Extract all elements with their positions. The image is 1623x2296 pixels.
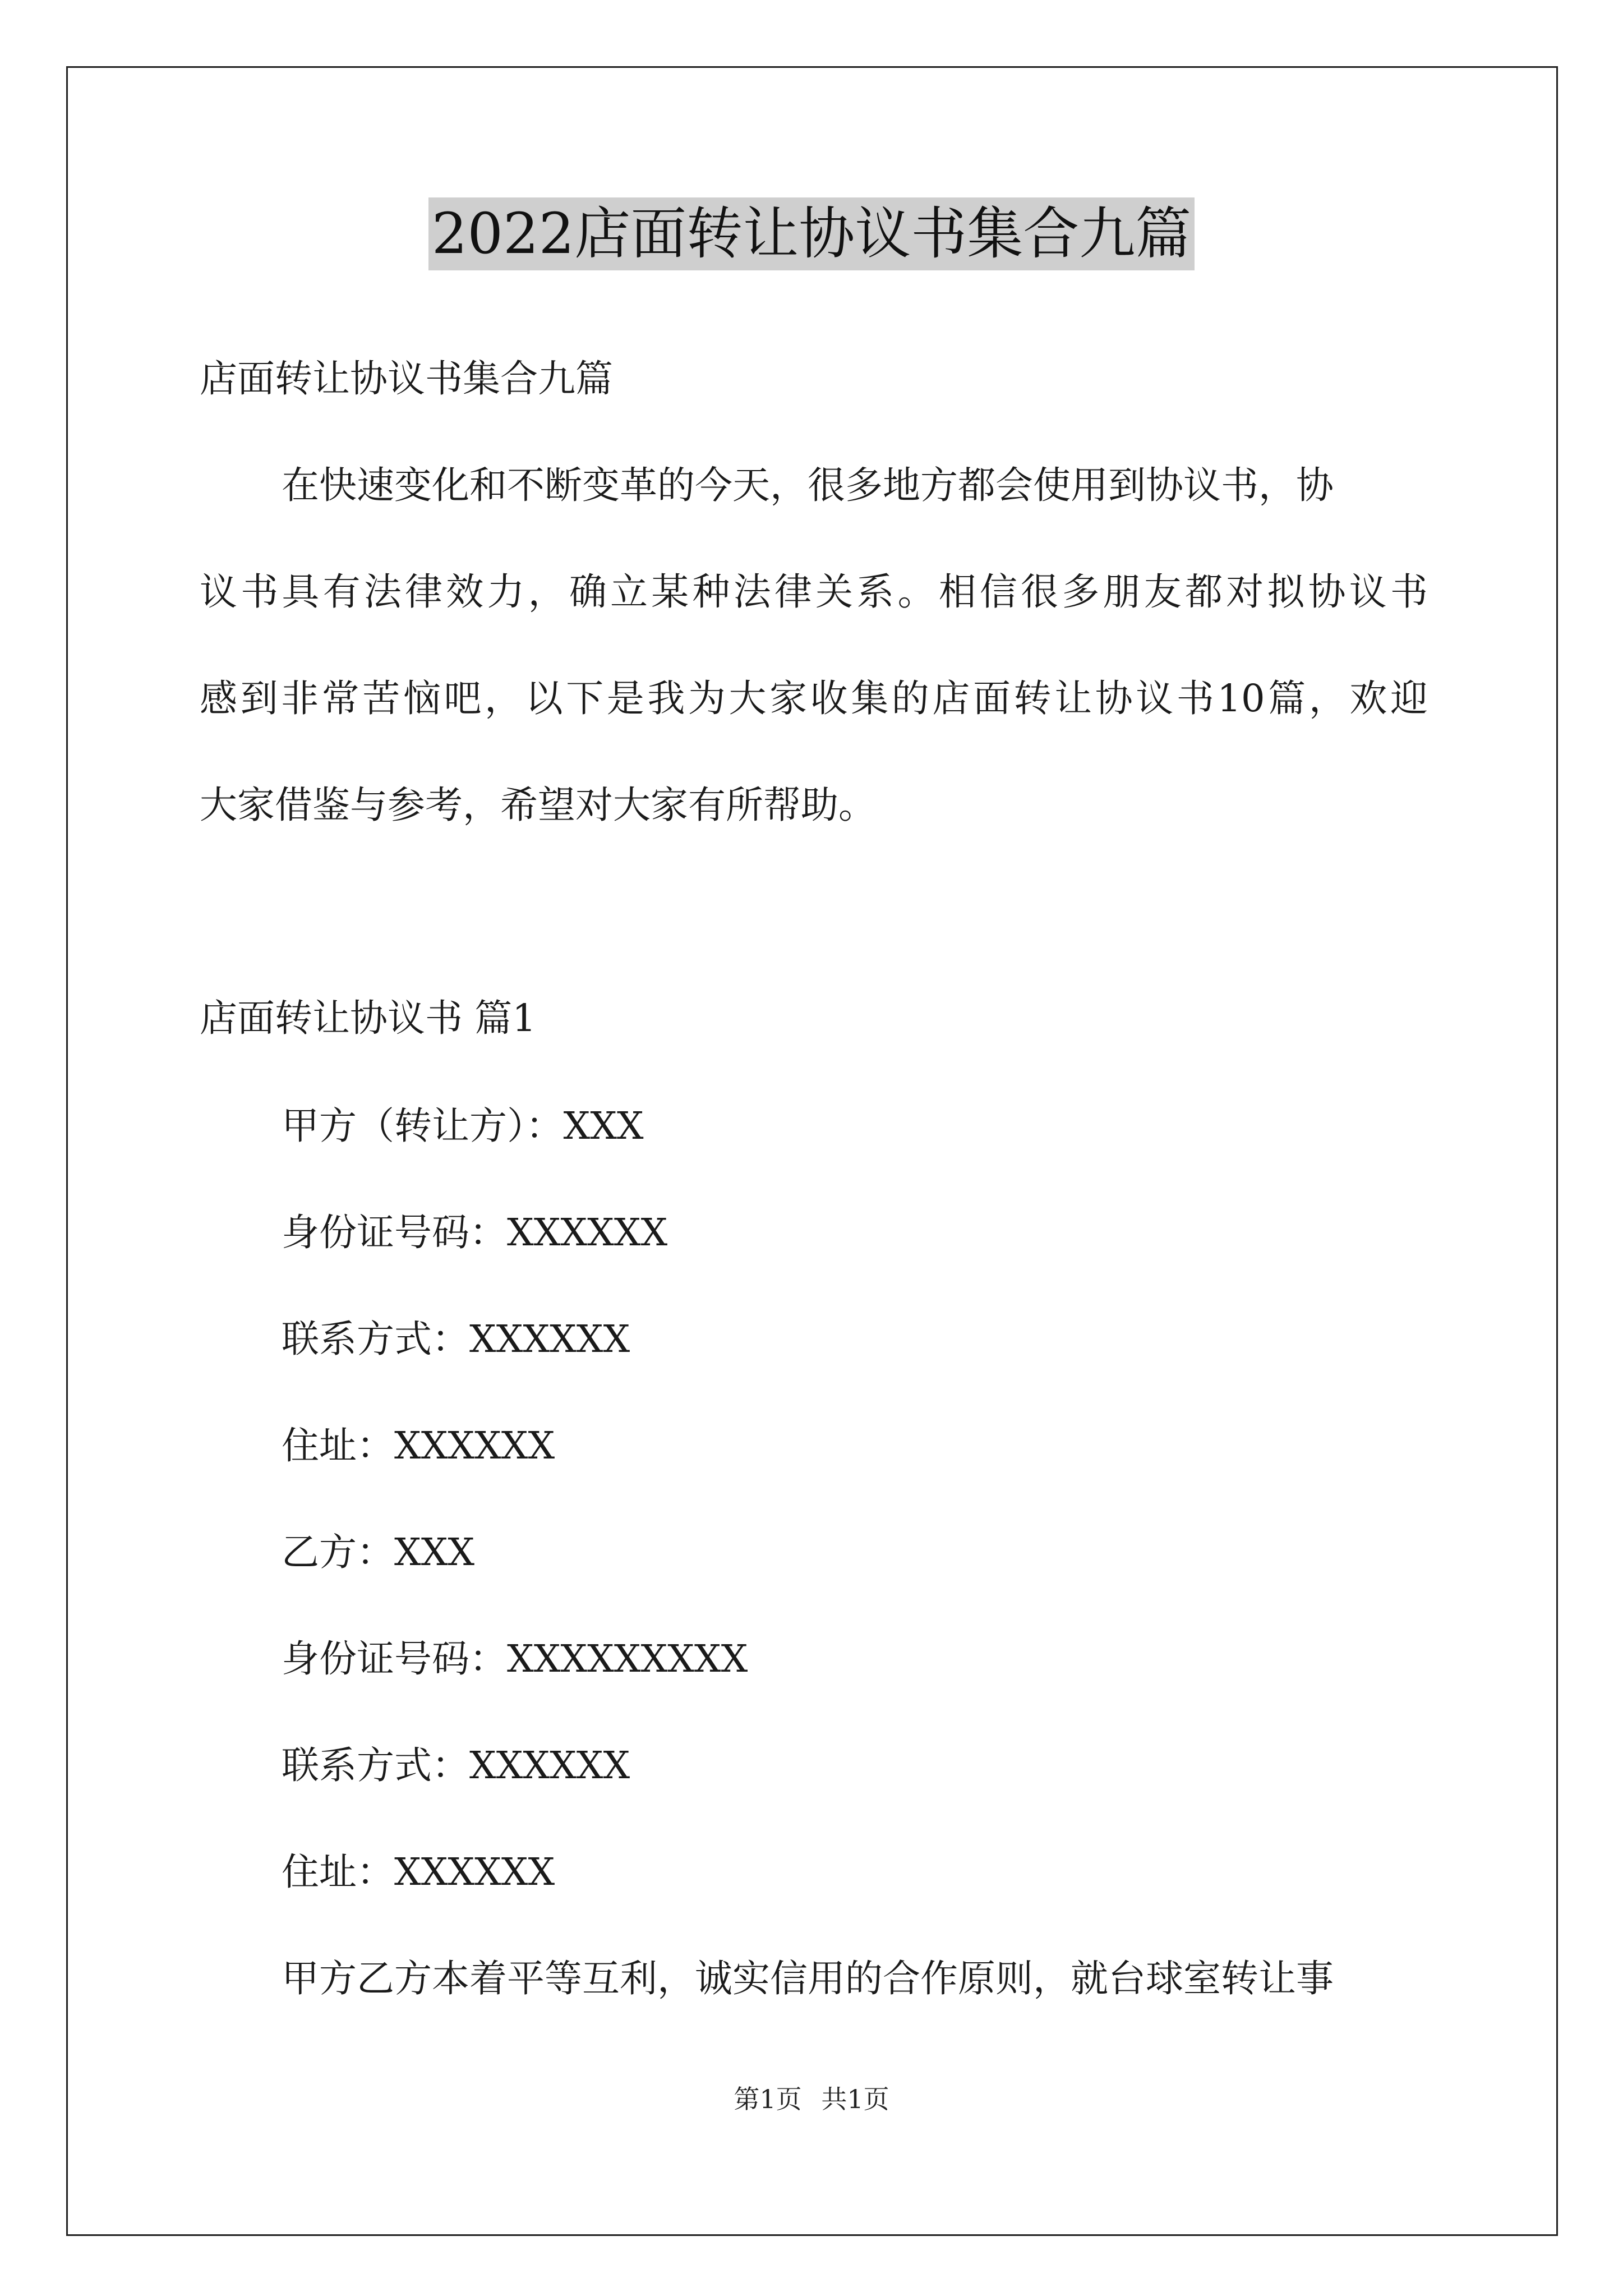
intro-line-1: 在快速变化和不断变革的今天，很多地方都会使用到协议书，协 xyxy=(282,463,1334,507)
party-a-name: 甲方（转让方）：XXX xyxy=(282,1104,644,1148)
party-a-id-number: 身份证号码：XXXXXX xyxy=(282,1211,668,1254)
agreement-opening-line: 甲方乙方本着平等互利，诚实信用的合作原则，就台球室转让事 xyxy=(282,1957,1334,2000)
section-heading: 店面转让协议书 篇1 xyxy=(200,996,536,1040)
page-footer xyxy=(0,2082,1623,2116)
party-a-address: 住址：XXXXXX xyxy=(282,1424,555,1467)
document-title: 2022店面转让协议书集合九篇 xyxy=(428,197,1195,270)
party-b-name: 乙方：XXX xyxy=(282,1530,475,1574)
page-number: 第1页 xyxy=(734,2084,802,2114)
party-a-contact: 联系方式：XXXXXX xyxy=(282,1317,630,1361)
intro-line-2: 议书具有法律效力，确立某种法律关系。相信很多朋友都对拟协议书 xyxy=(200,570,1428,614)
party-b-contact: 联系方式：XXXXXX xyxy=(282,1743,630,1787)
page-total: 共1页 xyxy=(821,2084,889,2114)
party-b-id-number: 身份证号码：XXXXXXXXX xyxy=(282,1637,748,1681)
document-title-container xyxy=(0,197,1623,270)
document-subtitle: 店面转让协议书集合九篇 xyxy=(200,357,613,401)
intro-line-3: 感到非常苦恼吧，以下是我为大家收集的店面转让协议书10篇，欢迎 xyxy=(200,677,1428,720)
party-b-address: 住址：XXXXXX xyxy=(282,1850,555,1894)
intro-line-4: 大家借鉴与参考，希望对大家有所帮助。 xyxy=(200,783,876,827)
